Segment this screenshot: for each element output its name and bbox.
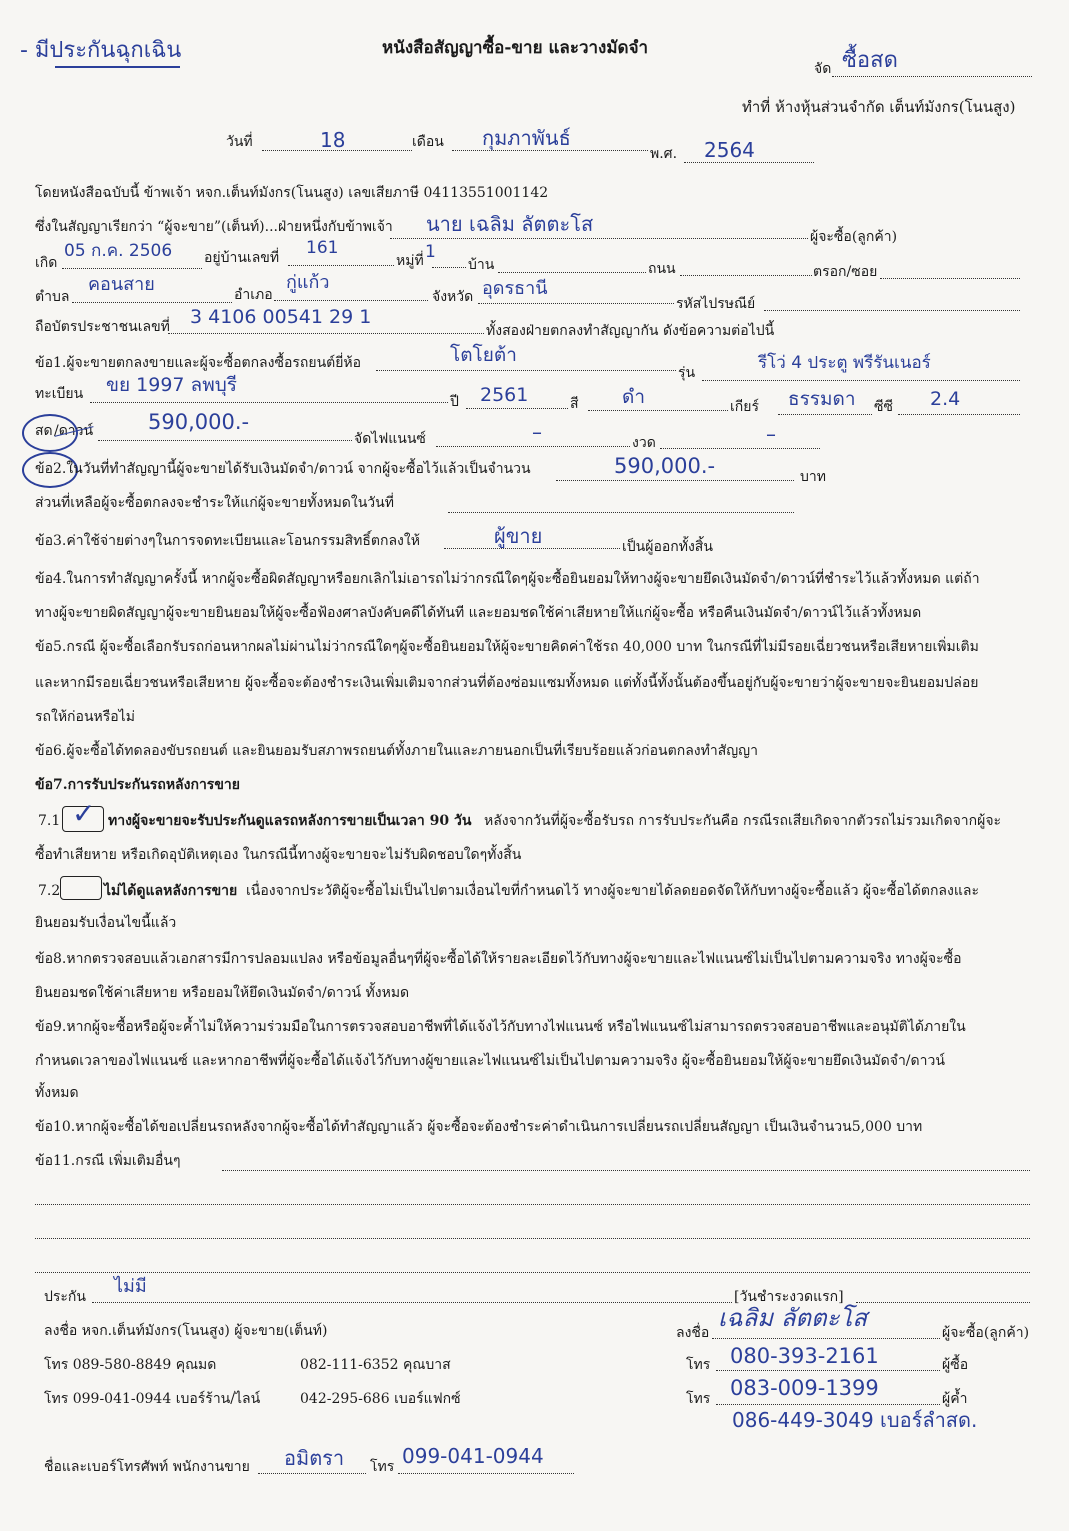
- postal-label: รหัสไปรษณีย์: [676, 296, 756, 312]
- staff-tel: 099-041-0944: [402, 1444, 544, 1468]
- year-label-car: ปี: [450, 394, 459, 410]
- clause9-line1: ข้อ9.หากผู้จะซื้อหรือผู้จะค้ำไม่ให้ความร่วมมือในการตรวจสอบอาชีพที่ได้แจ้งไว้กับทางไฟแนนซ์ หรือไฟแนนซ์ไม่สามารถตรวจสอบอาชีพและอนุมัติได้ภายใน: [35, 1019, 966, 1035]
- staff-tel-label: โทร: [370, 1459, 395, 1475]
- buyer-tel-label: โทร: [686, 1357, 711, 1373]
- clause5-line2: และหากมีรอยเฉี่ยวชนหรือเสียหาย ผู้จะซื้อจะต้องชำระเงินเพิ่มเติมจากส่วนที่ต้องซ่อมแซมทั้งหมด แต่ทั้งนี้ทั้งนั้นต้องขึ้นอยู่กับผู้จะขายว่าผู้จะขายจะยินยอมปล่อย: [35, 675, 979, 691]
- car-brand: โตโยต้า: [450, 344, 517, 366]
- province-value: อุดรธานี: [482, 278, 548, 299]
- clause8-line1: ข้อ8.หากตรวจสอบแล้วเอกสารมีการปลอมแปลง หรือข้อมูลอื่นๆที่ผู้จะซื้อได้ให้รายละเอียดไว้กับทางผู้จะขายและไฟแนนซ์ไม่เป็นไปตามความจริง ทางผู้จะซื้อ: [35, 951, 962, 967]
- installment-value: –: [766, 422, 776, 446]
- model-label: รุ่น: [678, 365, 696, 381]
- c72-heading: ไม่ได้ดูแลหลังการขาย: [104, 883, 238, 899]
- year-label: พ.ศ.: [650, 146, 678, 162]
- clause8-line2: ยินยอมชดใช้ค่าเสียหาย หรือยอมให้ยึดเงินมัดจำ/ดาวน์ ทั้งหมด: [35, 985, 410, 1001]
- clause3-text: ข้อ3.ค่าใช้จ่ายต่างๆในการจดทะเบียนและโอนกรรมสิทธิ์ตกลงให้: [35, 533, 420, 549]
- color-label: สี: [570, 396, 579, 412]
- car-registration: ขย 1997 ลพบุรี: [106, 374, 237, 396]
- buyer-sign-label: ลงชื่อ: [676, 1325, 710, 1341]
- day-value: 18: [320, 128, 346, 152]
- made-at: ทำที่ ห้างหุ้นส่วนจำกัด เต็นท์มังกร(โนนสูง): [742, 98, 1016, 116]
- clause10-text: ข้อ10.หากผู้จะซื้อได้ขอเปลี่ยนรถหลังจากผู้จะซื้อได้ทำสัญญาแล้ว ผู้จะซื้อจะต้องชำระค่าดำเนินการเปลี่ยนรถเปลี่ยนสัญญา เป็นเงินจำนวน5,000 บาท: [35, 1119, 923, 1135]
- type-label: จัด: [814, 61, 832, 77]
- house-value: 161: [306, 238, 339, 258]
- moo-label: หมู่ที่: [396, 253, 424, 269]
- phone-left-2: โทร 099-041-0944 เบอร์ร้าน/ไลน์: [44, 1391, 261, 1407]
- moo-value: 1: [425, 242, 436, 262]
- guarantor-tel-role: ผู้ค้ำ: [942, 1391, 968, 1407]
- extra-tel: 086-449-3049 เบอร์ลำสด.: [732, 1408, 978, 1432]
- clause7-title: ข้อ7.การรับประกันรถหลังการขาย: [35, 777, 240, 793]
- document-title: หนังสือสัญญาซื้อ-ขาย และวางมัดจำ: [382, 38, 649, 58]
- clause3-suffix: เป็นผู้ออกทั้งสิ้น: [622, 539, 713, 555]
- intro-text: โดยหนังสือฉบับนี้ ข้าพเจ้า หจก.เต็นท์มังกร(โนนสูง) เลขเสียภาษี 04113551001142: [35, 185, 549, 201]
- c71-number: 7.1: [38, 813, 61, 829]
- buyer-name: นาย เฉลิม ลัตตะโส: [426, 212, 594, 236]
- id-suffix: ทั้งสองฝ่ายตกลงทำสัญญากัน ดังข้อความต่อไปนี้: [486, 323, 775, 339]
- phone-left-1: โทร 089-580-8849 คุณมด: [44, 1357, 217, 1373]
- insurance-value: ไม่มี: [114, 1276, 147, 1297]
- c72-checkbox[interactable]: [60, 876, 102, 900]
- clause9-line2: กำหนดเวลาของไฟแนนซ์ และหากอาชีพที่ผู้จะซื้อได้แจ้งไว้กับทางผู้ขายและไฟแนนซ์ไม่เป็นไปตามความจริง ผู้จะซื้อยินยอมให้ผู้จะขายยึดเงินมัดจำ/ดาวน์: [35, 1053, 945, 1069]
- car-gear: ธรรมดา: [788, 388, 856, 410]
- amphoe-value: กู่แก้ว: [286, 272, 330, 293]
- margin-note: - มีประกันฉุกเฉิน: [20, 38, 182, 63]
- id-number: 3 4106 00541 29 1: [190, 306, 372, 328]
- born-value: 05 ก.ค. 2506: [64, 241, 173, 261]
- c71-heading: ทางผู้จะขายจะรับประกันดูแลรถหลังการขายเป็นเวลา 90 วัน: [108, 813, 472, 829]
- province-label: จังหวัด: [432, 289, 474, 305]
- phone-mid-2: 042-295-686 เบอร์แฟกซ์: [300, 1391, 461, 1407]
- staff-label: ชื่อและเบอร์โทรศัพท์ พนักงานขาย: [44, 1459, 250, 1475]
- c72-text: เนื่องจากประวัติผู้จะซื้อไม่เป็นไปตามเงื่อนไขที่กำหนดไว้ ทางผู้จะขายได้ลดยอดจัดให้กับทางผู้จะซื้อแล้ว ผู้จะซื้อได้ตกลงและ: [246, 883, 979, 899]
- finance-value: –: [532, 420, 542, 444]
- buyer-intro: ซึ่งในสัญญาเรียกว่า “ผู้จะขาย”(เต็นท์)...ฝ่ายหนึ่งกับข้าพเจ้า: [35, 219, 393, 235]
- cash-price: 590,000.-: [148, 410, 250, 434]
- clause11-text: ข้อ11.กรณี เพิ่มเติมอื่นๆ: [35, 1153, 181, 1169]
- first-payment-label: [วันชำระงวดแรก]: [734, 1289, 844, 1305]
- road-label: ถนน: [648, 261, 676, 277]
- check-icon: ✓: [72, 797, 96, 830]
- alley-label: ตรอก/ซอย: [813, 264, 878, 280]
- type-value: ซื้อสด: [842, 48, 898, 73]
- staff-name: อมิตรา: [284, 1446, 345, 1470]
- clause5-line1: ข้อ5.กรณี ผู้จะซื้อเลือกรับรถก่อนหากผลไม่ผ่านไม่ว่ากรณีใดๆผู้จะซื้อยินยอมให้ผู้จะขายคิดค่าใช้รถ 40,000 บาท ในกรณีที่ไม่มีรอยเฉี่ยวชนหรือเสียหายเพิ่มเติม: [35, 639, 979, 655]
- buyer-sign-role: ผู้จะซื้อ(ลูกค้า): [942, 1325, 1030, 1341]
- id-label: ถือบัตรประชาชนเลขที่: [35, 319, 170, 335]
- c71-text: หลังจากวันที่ผู้จะซื้อรับรถ การรับประกันคือ กรณีรถเสียเกิดจากตัวรถไม่รวมเกิดจากผู้จะ: [484, 813, 1002, 829]
- born-label: เกิด: [35, 255, 58, 271]
- village-label: บ้าน: [468, 257, 495, 273]
- car-year: 2561: [480, 384, 529, 406]
- installment-label: งวด: [632, 435, 656, 451]
- month-label: เดือน: [412, 134, 444, 150]
- guarantor-tel: 083-009-1399: [730, 1376, 879, 1400]
- buyer-tel-role: ผู้ซื้อ: [942, 1357, 969, 1373]
- car-model: รีโว่ 4 ประตู พรีรันเนอร์: [758, 353, 931, 373]
- car-color: ดำ: [622, 386, 646, 408]
- baht-label: บาท: [800, 469, 826, 485]
- c72-number: 7.2: [38, 883, 61, 899]
- car-cc: 2.4: [930, 388, 961, 410]
- phone-mid-1: 082-111-6352 คุณบาส: [300, 1357, 451, 1373]
- cc-label: ซีซี: [874, 399, 894, 415]
- clause9-line3: ทั้งหมด: [35, 1085, 79, 1101]
- day-label: วันที่: [226, 134, 253, 150]
- c71-line2: ซื้อทำเสียหาย หรือเกิดอุบัติเหตุเอง ในกรณีนี้ทางผู้จะขายจะไม่รับผิดชอบใดๆทั้งสิ้น: [35, 847, 522, 863]
- gear-label: เกียร์: [730, 399, 759, 415]
- insurance-label: ประกัน: [44, 1289, 86, 1305]
- clause3-payer: ผู้ขาย: [494, 524, 543, 548]
- clause4-line2: ทางผู้จะขายผิดสัญญาผู้จะขายยินยอมให้ผู้จะซื้อฟ้องศาลบังคับคดีได้ทันที และยอมชดใช้ค่าเสียหายให้แก่ผู้จะซื้อ หรือคืนเงินมัดจำ/ดาวน์ไว้แล้วทั้งหมด: [35, 605, 922, 621]
- buyer-role: ผู้จะซื้อ(ลูกค้า): [810, 229, 898, 245]
- tambon-label: ตำบล: [35, 289, 70, 305]
- clause4-line1: ข้อ4.ในการทำสัญญาครั้งนี้ หากผู้จะซื้อผิดสัญญาหรือยกเลิกไม่เอารถไม่ว่ากรณีใดๆผู้จะซื้อยินยอมให้ทางผู้จะขายยึดเงินมัดจำ/ดาวน์ที่ชำระไว้แล้วทั้งหมด แต่ถ้า: [35, 571, 980, 587]
- seller-signature-line: ลงชื่อ หจก.เต็นท์มังกร(โนนสูง) ผู้จะขาย(เต็นท์): [44, 1323, 328, 1339]
- reg-label: ทะเบียน: [35, 386, 84, 402]
- clause1-label: ข้อ1.ผู้จะขายตกลงขายและผู้จะซื้อตกลงซื้อรถยนต์ยี่ห้อ: [35, 355, 362, 371]
- down-label: /ดาวน์: [54, 423, 94, 439]
- buyer-signature: เฉลิม ลัตตะโส: [718, 1304, 868, 1332]
- amphoe-label: อำเภอ: [234, 287, 273, 303]
- buyer-tel: 080-393-2161: [730, 1344, 879, 1368]
- clause6-text: ข้อ6.ผู้จะซื้อได้ทดลองขับรถยนต์ และยินยอมรับสภาพรถยนต์ทั้งภายในและภายนอกเป็นที่เรียบร้อยแล้วก่อนตกลงทำสัญญา: [35, 743, 758, 759]
- clause5-line3: รถให้ก่อนหรือไม่: [35, 709, 135, 725]
- tambon-value: คอนสาย: [88, 274, 155, 295]
- guarantor-tel-label: โทร: [686, 1391, 711, 1407]
- month-value: กุมภาพันธ์: [482, 126, 571, 150]
- c72-line2: ยินยอมรับเงื่อนไขนี้แล้ว: [35, 915, 177, 931]
- deposit-amount: 590,000.-: [614, 454, 716, 478]
- house-label: อยู่บ้านเลขที่: [204, 250, 280, 266]
- clause2-text: ข้อ2.ในวันที่ทำสัญญานี้ผู้จะขายได้รับเงินมัดจำ/ดาวน์ จากผู้จะซื้อไว้แล้วเป็นจำนวน: [35, 461, 531, 477]
- year-value: 2564: [704, 138, 755, 162]
- finance-label: จัดไฟแนนซ์: [354, 431, 426, 447]
- cash-label: สด: [35, 423, 53, 439]
- clause2-remaining: ส่วนที่เหลือผู้จะซื้อตกลงจะชำระให้แก่ผู้จะขายทั้งหมดในวันที่: [35, 495, 394, 511]
